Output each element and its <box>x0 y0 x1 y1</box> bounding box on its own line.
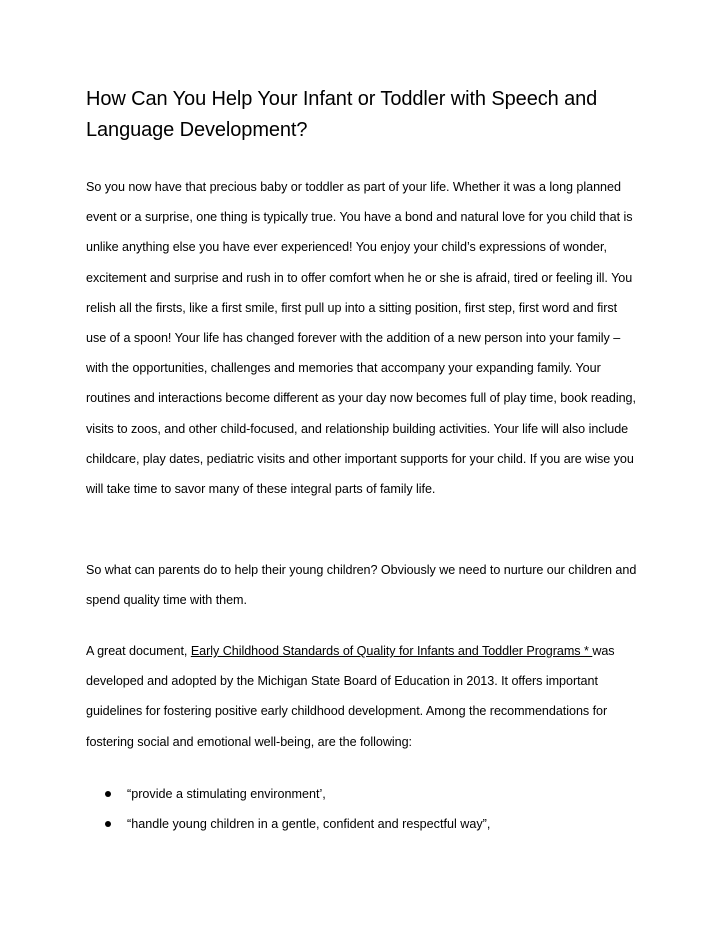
paragraph-intro: So you now have that precious baby or toddler as part of your life. Whether it was a long planned event or a surprise, one thing is typically true. You have a bond and natural love for you child that is unlike anything else you have ever experienced! You enjoy your child’s expressions of wonder, excitement and surprise and rush in to offer comfort when he or she is afraid, tired or feeling ill. You relish all the firsts, like a first smile, first pull up into a sitting position, first step, first word and first use of a spoon! Your life has changed forever with the addition of a new person into your family – with the opportunities, challenges and memories that accompany your expanding family. Your routines and interactions become different as your day now becomes full of play time, book reading, visits to zoos, and other child-focused, and relationship building activities. Your life will also include childcare, play dates, pediatric visits and other important supports for your child. If you are wise you will take time to savor many of these integral parts of family life. <box>86 180 636 497</box>
paragraph-question: So what can parents do to help their young children? Obviously we need to nurture our children and spend quality time with them. <box>86 563 637 608</box>
list-item <box>86 809 638 839</box>
list-item <box>86 779 638 809</box>
list-item-text: “provide a stimulating environment’, <box>127 787 326 801</box>
paragraph-standards-lead: A great document, <box>86 644 191 658</box>
paragraph-standards-rest: was developed and adopted by the Michigan State Board of Education in 2013. It offers important guidelines for fostering positive early childhood development. Among the recommendations for fostering social and emotional well-being, are the following: <box>86 644 615 749</box>
recommendations-list <box>86 779 638 839</box>
list-item-text: “handle young children in a gentle, confident and respectful way”, <box>127 817 491 832</box>
bullet-icon <box>105 821 111 827</box>
bullet-icon <box>105 791 111 797</box>
standards-document-link[interactable]: Early Childhood Standards of Quality for Infants and Toddler Programs * <box>190 644 593 658</box>
page-title: How Can You Help Your Infant or Toddler with Speech and Language Development? <box>86 88 598 141</box>
paragraph-standards <box>86 636 638 757</box>
